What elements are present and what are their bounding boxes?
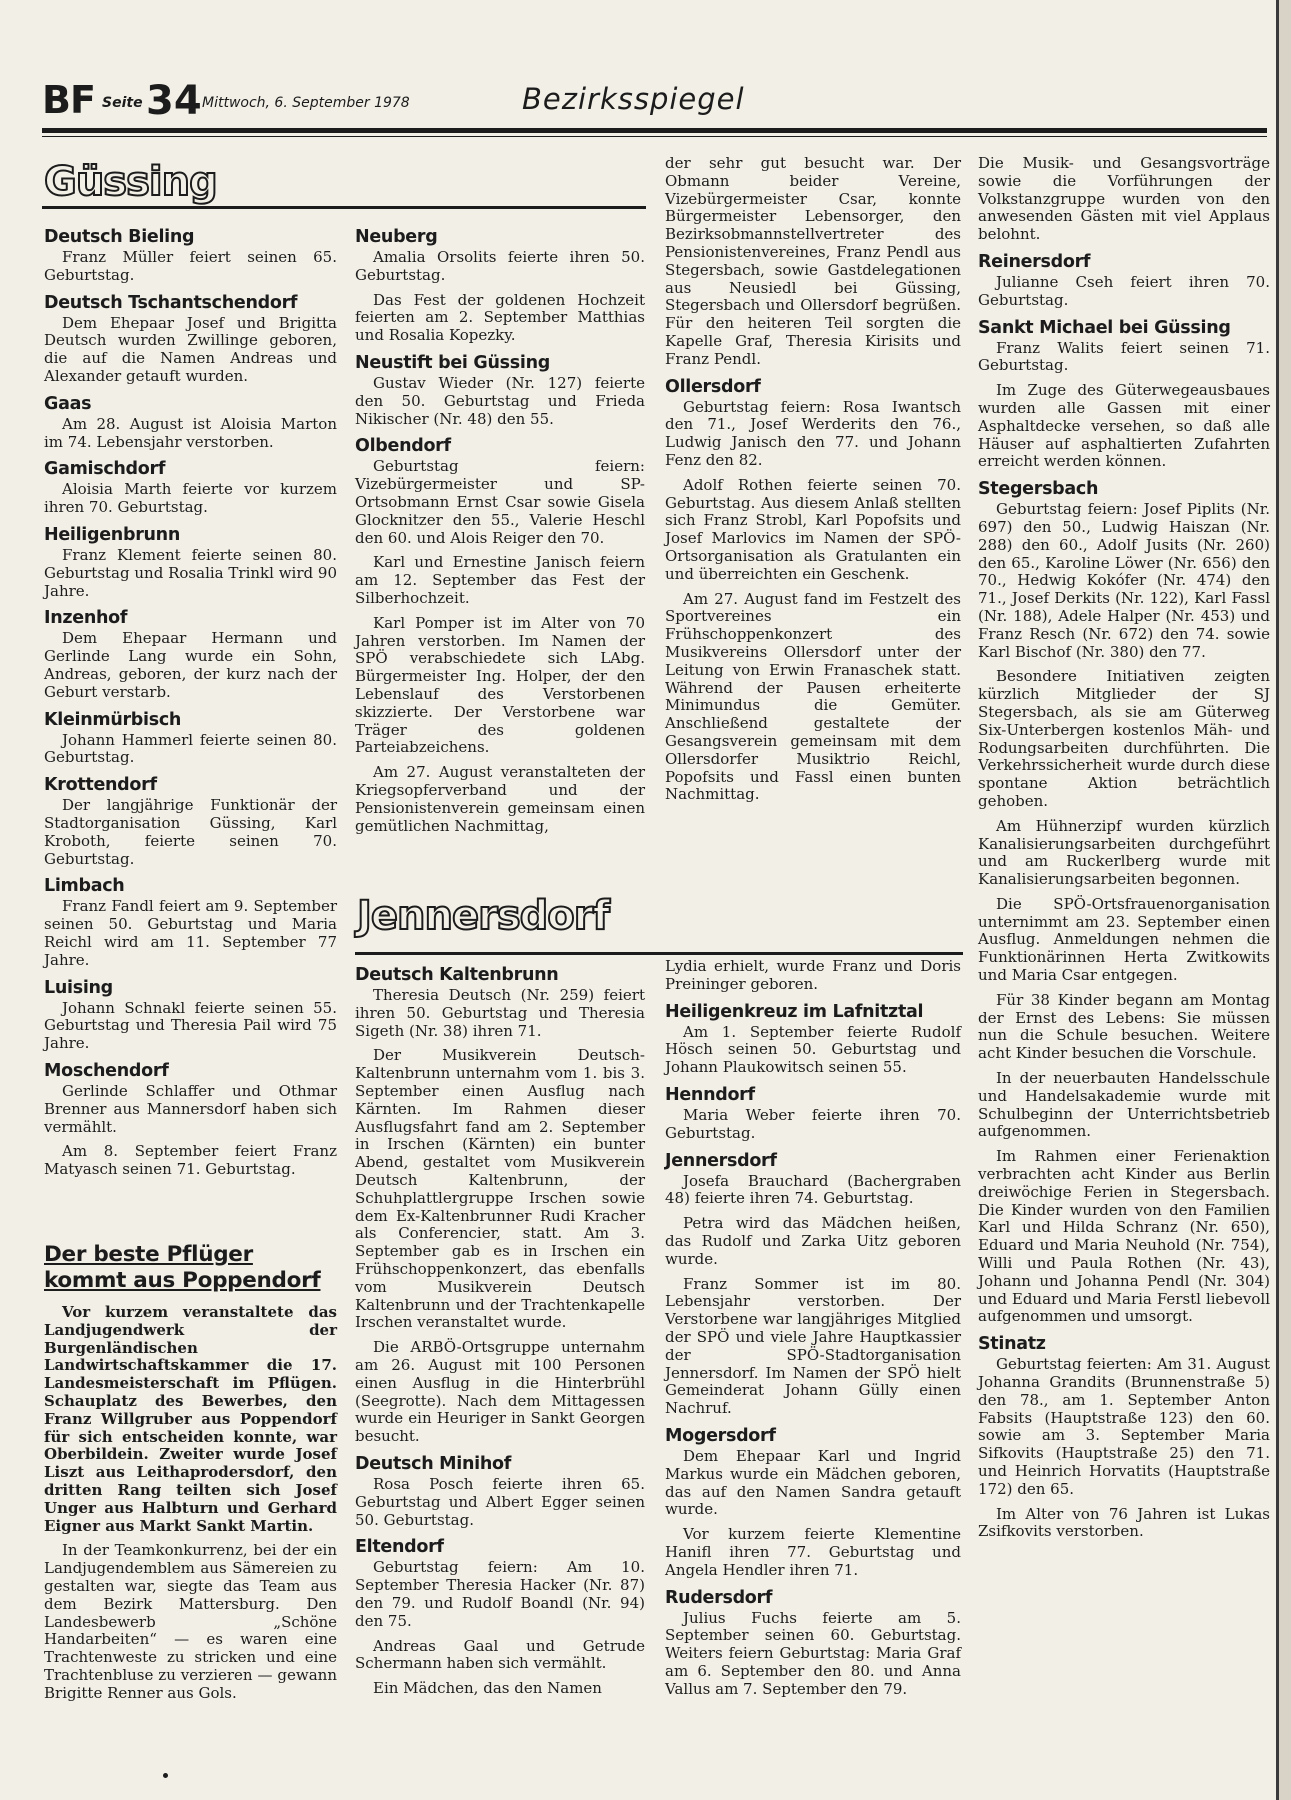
- news-paragraph: Julianne Cseh feiert ihren 70. Geburtstag.: [978, 272, 1270, 309]
- locality-heading-krottendorf: Krottendorf: [44, 775, 157, 796]
- column-3: [665, 155, 961, 811]
- locality-heading-henndorf: Henndorf: [665, 1084, 755, 1105]
- news-paragraph: Franz Fandl feiert am 9. September seinen 50. Geburtstag und Maria Reichl wird am 11. September 77 Jahre.: [44, 897, 337, 969]
- locality-heading-olbendorf: Olbendorf: [355, 436, 451, 457]
- feature-body: In der Teamkonkurrenz, bei der ein Landjugendemblem aus Sämereien zu gestalten war, siegte das Team aus dem Bezirk Mattersburg. Den Landesbewerb „Schöne Handarbeiten“ — es waren eine Trachtenweste zu stricken und eine Trachtenbluse zu verzieren — gewann Brigitte Renner aus Gols.: [44, 1541, 337, 1702]
- news-paragraph: Maria Weber feierte ihren 70. Geburtstag.: [665, 1105, 961, 1142]
- column-4: [978, 155, 1270, 1548]
- news-paragraph: Vor kurzem feierte Klementine Hanifl ihren 77. Geburtstag und Angela Hendler ihren 71.: [665, 1525, 961, 1579]
- page-number: 34: [146, 78, 202, 124]
- printing-speck: [163, 1773, 168, 1778]
- news-paragraph: Am Hühnerzipf wurden kürzlich Kanalisierungsarbeiten durchgeführt und am Ruckerlberg wurde mit Kanalisierungsarbeiten begonnen.: [978, 816, 1270, 889]
- news-paragraph: Franz Sommer ist im 80. Lebensjahr verstorben. Der Verstorbene war langjähriges Mitglied der SPÖ und viele Jahre Hauptkassier der SPÖ-Stadtorganisation Jennersdorf. Im Namen der SPÖ hielt Gemeinderat Johann Gülly einen Nachruf.: [665, 1274, 961, 1418]
- page-binding-edge: [1276, 0, 1291, 1800]
- region-rule-jennersdorf: [355, 952, 963, 955]
- column-2: [355, 220, 645, 842]
- news-paragraph: Das Fest der goldenen Hochzeit feierten am 2. September Matthias und Rosalia Kopezky.: [355, 290, 645, 345]
- news-paragraph: Aloisia Marth feierte vor kurzem ihren 70. Geburtstag.: [44, 480, 337, 517]
- news-paragraph: Gerlinde Schlaffer und Othmar Brenner aus Mannersdorf haben sich vermählt.: [44, 1081, 337, 1136]
- news-paragraph: Lydia erhielt, wurde Franz und Doris Preininger geboren.: [665, 957, 961, 993]
- news-paragraph: Johann Hammerl feierte seinen 80. Geburtstag.: [44, 730, 337, 767]
- locality-heading-stegersbach: Stegersbach: [978, 479, 1099, 500]
- news-paragraph: Karl und Ernestine Janisch feiern am 12. September das Fest der Silberhochzeit.: [355, 553, 645, 607]
- news-paragraph: Josefa Brauchard (Bachergraben 48) feierte ihren 74. Geburtstag.: [665, 1171, 961, 1208]
- locality-heading-heiligenbrunn: Heiligenbrunn: [44, 524, 180, 545]
- news-paragraph: Geburtstag feiern: Rosa Iwantsch den 71., Josef Werderits den 76., Ludwig Janisch den 77. und Johann Fenz den 82.: [665, 397, 961, 469]
- locality-heading-neustift-bei-gussing: Neustift bei Güssing: [355, 352, 550, 373]
- news-paragraph: Geburtstag feiern: Am 10. September Theresia Hacker (Nr. 87) den 79. und Rudolf Boandl (Nr. 94) den 75.: [355, 1558, 645, 1630]
- locality-heading-heiligenkreuz-im-lafnitztal: Heiligenkreuz im Lafnitztal: [665, 1001, 924, 1022]
- locality-heading-eltendorf: Eltendorf: [355, 1537, 444, 1558]
- masthead-rule-thin: [42, 136, 1267, 137]
- news-paragraph: Geburtstag feiern: Vizebürgermeister und SP-Ortsobmann Ernst Csar sowie Gisela Glocknitzer den 55., Valerie Heschl den 60. und Alois Reiger den 70.: [355, 457, 645, 547]
- region-title-jennersdorf: Jennersdorf: [357, 893, 609, 939]
- locality-heading-ollersdorf: Ollersdorf: [665, 376, 761, 397]
- feature-lead: Vor kurzem veranstaltete das Landjugendwerk der Burgenländischen Landwirtschaftskammer die 17. Landesmeisterschaft im Pflügen. Schauplatz des Bewerbes, den Franz Willgruber aus Poppendorf für sich entscheiden konnte, war Oberbildein. Zweiter wurde Josef Liszt aus Leithaprodersdorf, den dritten Rang teilten sich Josef Unger aus Halbturn und Gerhard Eigner aus Markt Sankt Martin.: [44, 1303, 337, 1535]
- news-paragraph: Die SPÖ-Ortsfrauenorganisation unternimmt am 23. September einen Ausflug. Anmeldungen nehmen die Funktionärinnen Herta Zwitkowits und Maria Csar entgegen.: [978, 894, 1270, 985]
- column-2-jennersdorf: [355, 958, 645, 1705]
- locality-heading-deutsch-tschantschendorf: Deutsch Tschantschendorf: [44, 292, 298, 313]
- news-paragraph: Amalia Orsolits feierte ihren 50. Geburtstag.: [355, 248, 645, 284]
- news-paragraph: Ein Mädchen, das den Namen: [373, 1679, 602, 1698]
- news-paragraph: Geburtstag feierten: Am 31. August Johanna Grandits (Brunnenstraße 5) den 78., am 1. September Anton Fabsits (Hauptstraße 123) den 60. sowie am 3. September Maria Sifkovits (Hauptstraße 25) den 71. und Heinrich Horvatits (Hauptstraße 172) den 65.: [978, 1355, 1270, 1498]
- news-paragraph: Gustav Wieder (Nr. 127) feierte den 50. Geburtstag und Frieda Nikischer (Nr. 48) den 55.: [355, 373, 645, 428]
- news-paragraph: Adolf Rothen feierte seinen 70. Geburtstag. Aus diesem Anlaß stellten sich Franz Strobl, Karl Popofsits und Josef Marlovics im Namen der SPÖ-Ortsorganisation als Gratulanten ein und überreichten ein Geschenk.: [665, 475, 961, 583]
- news-paragraph: Franz Klement feierte seinen 80. Geburtstag und Rosalia Trinkl wird 90 Jahre.: [44, 545, 337, 600]
- news-paragraph: Franz Walits feiert seinen 71. Geburtstag.: [978, 338, 1270, 375]
- column-1: [44, 220, 337, 1186]
- locality-heading-rudersdorf: Rudersdorf: [665, 1587, 773, 1608]
- column-3-jennersdorf: [665, 958, 961, 1706]
- locality-heading-deutsch-minihof: Deutsch Minihof: [355, 1453, 512, 1474]
- newspaper-logo: BF: [42, 78, 95, 122]
- news-paragraph: Petra wird das Mädchen heißen, das Rudolf und Zarka Uitz geboren wurde.: [665, 1214, 961, 1268]
- news-paragraph: Theresia Deutsch (Nr. 259) feiert ihren 50. Geburtstag und Theresia Sigeth (Nr. 38) ihren 71.: [355, 986, 645, 1040]
- locality-heading-deutsch-kaltenbrunn: Deutsch Kaltenbrunn: [355, 965, 559, 985]
- news-paragraph: Dem Ehepaar Josef und Brigitta Deutsch wurden Zwillinge geboren, die auf die Namen Andreas und Alexander getauft wurden.: [44, 313, 337, 385]
- news-paragraph: Am 8. September feiert Franz Matyasch seinen 71. Geburtstag.: [44, 1142, 337, 1179]
- news-paragraph: Für 38 Kinder begann am Montag der Ernst des Lebens: Sie müssen nun die Schule besuchen. Weitere acht Kinder besuchen die Vorschule.: [978, 990, 1270, 1063]
- news-paragraph: Geburtstag feiern: Josef Piplits (Nr. 697) den 50., Ludwig Haiszan (Nr. 288) den 60., Adolf Jusits (Nr. 260) den 65., Karoline Löwer (Nr. 656) den 70., Hedwig Kokófer (Nr. 474) den 71., Josef Derkits (Nr. 122), Karl Fassl (Nr. 188), Adele Halper (Nr. 453) und Franz Resch (Nr. 672) den 74. sowie Karl Bischof (Nr. 380) den 77.: [978, 500, 1270, 661]
- news-paragraph: der sehr gut besucht war. Der Obmann beider Vereine, Vizebürgermeister Csar, konnte Bürgermeister Lebensorger, den Bezirksobmannstellvertreter des Pensionistenvereines, Franz Pendl aus Stegersbach, sowie Gastdelegationen aus Neusiedl bei Güssing, Stegersbach und Ollersdorf begrüßen. Für den heiteren Teil sorgten die Kapelle Graf, Theresia Kirisits und Franz Pendl.: [665, 154, 961, 368]
- news-paragraph: Besondere Initiativen zeigten kürzlich Mitglieder der SJ Stegersbach, als sie am Güterweg Six-Unterbergen kostenlos Mäh- und Rodungsarbeiten durchführten. Die Verkehrssicherheit wurde durch diese spontane Aktion beträchtlich gehoben.: [978, 667, 1270, 810]
- locality-heading-inzenhof: Inzenhof: [44, 608, 128, 629]
- masthead: [42, 76, 1267, 126]
- locality-heading-limbach: Limbach: [44, 876, 125, 897]
- locality-heading-reinersdorf: Reinersdorf: [978, 251, 1091, 272]
- news-paragraph: Johann Schnakl feierte seinen 55. Geburtstag und Theresia Pail wird 75 Jahre.: [44, 998, 337, 1053]
- section-title: Bezirksspiegel: [522, 82, 745, 116]
- masthead-rule: [42, 128, 1267, 133]
- news-paragraph: In der neuerbauten Handelsschule und Handelsakademie wurde mit Schulbeginn der Unterrichtsbetrieb aufgenommen.: [978, 1069, 1270, 1141]
- news-paragraph: Am 27. August veranstalteten der Kriegsopferverband und der Pensionistenverein gemeinsam einen gemütlichen Nachmittag,: [355, 763, 645, 835]
- locality-heading-stinatz: Stinatz: [978, 1334, 1046, 1355]
- feature-article: [44, 1228, 337, 1710]
- news-paragraph: Franz Müller feiert seinen 65. Geburtstag.: [44, 248, 337, 284]
- news-paragraph: Der langjährige Funktionär der Stadtorganisation Güssing, Karl Kroboth, feierte seinen 70. Geburtstag.: [44, 796, 337, 868]
- news-paragraph: Rosa Posch feierte ihren 65. Geburtstag und Albert Egger seinen 50. Geburtstag.: [355, 1474, 645, 1529]
- locality-heading-gaas: Gaas: [44, 393, 92, 414]
- news-paragraph: Die ARBÖ-Ortsgruppe unternahm am 26. August mit 100 Personen einen Ausflug in die Hinterbrühl (Seegrotte). Nach dem Mittagessen wurde ein Heuriger in Sankt Georgen besucht.: [355, 1338, 645, 1446]
- news-paragraph: Im Alter von 76 Jahren ist Lukas Zsifkovits verstorben.: [978, 1504, 1270, 1541]
- region-title-guessing: Güssing: [44, 159, 217, 205]
- news-paragraph: Dem Ehepaar Karl und Ingrid Markus wurde ein Mädchen geboren, das auf den Namen Sandra getauft wurde.: [665, 1446, 961, 1519]
- locality-heading-deutsch-bieling: Deutsch Bieling: [44, 227, 195, 247]
- locality-heading-moschendorf: Moschendorf: [44, 1060, 169, 1081]
- news-paragraph: Die Musik- und Gesangsvorträge sowie die Vorführungen der Volkstanzgruppe wurden von den anwesenden Gästen mit viel Applaus belohnt.: [978, 154, 1270, 244]
- locality-heading-neuberg: Neuberg: [355, 227, 438, 247]
- region-rule-guessing: [42, 206, 646, 209]
- news-paragraph: Im Zuge des Güterwegeausbaues wurden alle Gassen mit einer Asphaltdecke versehen, so daß alle Häuser auf asphaltierten Zufahrten erreicht werden können.: [978, 381, 1270, 471]
- news-paragraph: Am 1. September feierte Rudolf Hösch seinen 50. Geburtstag und Johann Plaukowitsch seinen 55.: [665, 1022, 961, 1077]
- news-paragraph: Andreas Gaal und Getrude Schermann haben sich vermählt.: [355, 1636, 645, 1673]
- locality-heading-kleinmurbisch: Kleinmürbisch: [44, 709, 182, 730]
- news-paragraph: Am 27. August fand im Festzelt des Sportvereines ein Frühschoppenkonzert des Musikvereins Ollersdorf unter der Leitung von Erwin Franaschek statt. Während der Pausen erheiterte Minimundus die Gemüter. Anschließend gestaltete der Gesangsverein gemeinsam mit dem Ollersdorfer Musiktrio Reichl, Popofsits und Fassl einen bunten Nachmittag.: [665, 589, 961, 804]
- news-paragraph: Im Rahmen einer Ferienaktion verbrachten acht Kinder aus Berlin dreiwöchige Ferien in Stegersbach. Die Kinder wurden von den Familien Karl und Hilda Schranz (Nr. 650), Eduard und Maria Neuhold (Nr. 754), Willi und Paula Rothen (Nr. 43), Johann und Johanna Pendl (Nr. 304) und Eduard und Maria Ferstl liebevoll aufgenommen und umsorgt.: [978, 1147, 1270, 1326]
- news-paragraph: Julius Fuchs feierte am 5. September seinen 60. Geburtstag. Weiters feiern Geburtstag: Maria Graf am 6. September den 80. und Anna Vallus am 7. September den 79.: [665, 1608, 961, 1698]
- page-label: Seite: [102, 95, 143, 111]
- feature-headline: Der beste Pflüger kommt aus Poppendorf: [44, 1242, 321, 1293]
- locality-heading-mogersdorf: Mogersdorf: [665, 1425, 776, 1446]
- locality-heading-luising: Luising: [44, 977, 113, 998]
- locality-heading-jennersdorf: Jennersdorf: [665, 1150, 777, 1171]
- news-paragraph: Karl Pomper ist im Alter von 70 Jahren verstorben. Im Namen der SPÖ verabschiedete sich LAbg. Bürgermeister Ing. Holper, der den Lebenslauf des Verstorbenen skizzierte. Der Verstorbene war Träger des goldenen Parteiabzeichens.: [355, 613, 645, 757]
- news-paragraph: Dem Ehepaar Hermann und Gerlinde Lang wurde ein Sohn, Andreas, geboren, der kurz nach der Geburt verstarb.: [44, 629, 337, 701]
- news-paragraph: Der Musikverein Deutsch-Kaltenbrunn unternahm vom 1. bis 3. September einen Ausflug nach Kärnten. Im Rahmen dieser Ausflugsfahrt fand am 2. September in Irschen (Kärnten) ein bunter Abend, gestaltet vom Musikverein Deutsch Kaltenbrunn, der Schuhplattlergruppe Irschen sowie dem Ex-Kaltenbrunner Rudi Kracher als Conferencier, statt. Am 3. September gab es in Irschen ein Frühschoppenkonzert, das ebenfalls vom Musikverein Deutsch Kaltenbrunn und der Trachtenkapelle Irschen veranstaltet wurde.: [355, 1046, 645, 1332]
- locality-heading-gamischdorf: Gamischdorf: [44, 459, 166, 480]
- issue-date: Mittwoch, 6. September 1978: [202, 95, 410, 111]
- news-paragraph: Am 28. August ist Aloisia Marton im 74. Lebensjahr verstorben.: [44, 414, 337, 451]
- locality-heading-sankt-michael-bei-gussing: Sankt Michael bei Güssing: [978, 317, 1231, 338]
